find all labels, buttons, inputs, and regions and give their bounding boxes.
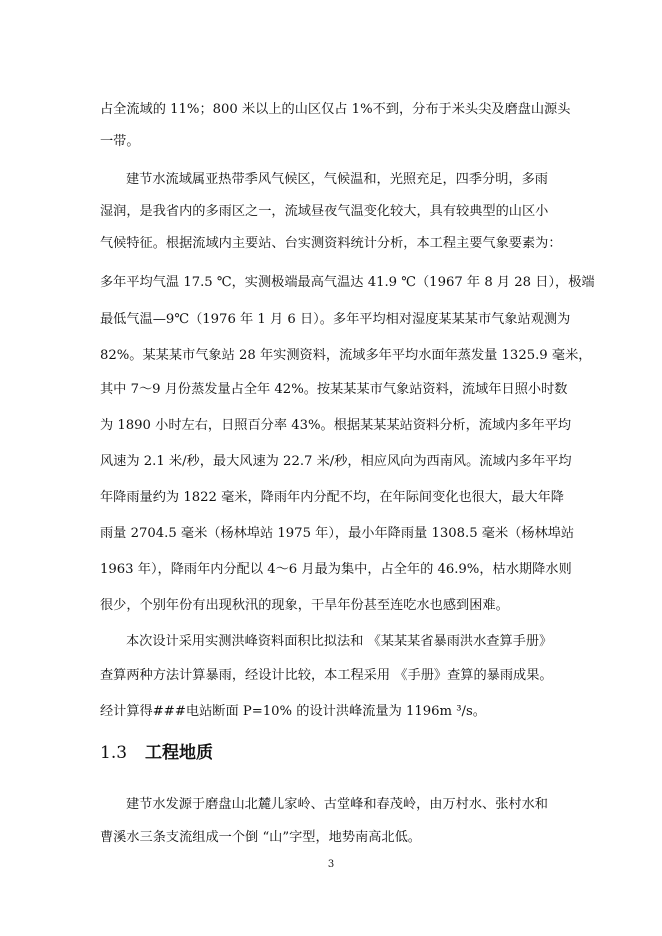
paragraph-1-line-2: 一带。	[100, 134, 140, 149]
paragraph-3-line-3: 经计算得###电站断面 P=10% 的设计洪峰流量为 1196m ³/s。	[100, 704, 486, 719]
paragraph-3-line-2: 查算两种方法计算暴雨，经设计比较，本工程采用 《手册》查算的暴雨成果。	[100, 668, 553, 683]
paragraph-1-line-1: 占全流域的 11%；800 米以上的山区仅占 1%不到，分布于米头尖及磨盘山源头	[100, 102, 571, 117]
paragraph-2-line-9: 风速为 2.1 米/秒，最大风速为 22.7 米/秒，相应风向为西南风。流域内多年平均	[100, 454, 572, 469]
paragraph-2-line-2: 湿润，是我省内的多雨区之一，流域昼夜气温变化较大，具有较典型的山区小	[100, 204, 549, 219]
page-number: 3	[327, 859, 335, 870]
paragraph-2-line-12: 1963 年），降雨年内分配以 4～6 月最为集中，占全年的 46.9%，枯水期降水则	[100, 562, 572, 577]
section-title: 工程地质	[145, 743, 214, 763]
paragraph-2-line-8: 为 1890 小时左右，日照百分率 43%。根据某某某站资料分析，流域内多年平均	[100, 418, 572, 433]
paragraph-2-line-11: 雨量 2704.5 毫米（杨林埠站 1975 年），最小年降雨量 1308.5 毫米（杨林埠站	[100, 526, 575, 541]
paragraph-2-line-5: 最低气温—9℃（1976 年 1 月 6 日）。多年平均相对湿度某某某市气象站观测为	[100, 312, 571, 327]
section-paragraph-line-2: 曹溪水三条支流组成一个倒 “山”字型，地势南高北低。	[100, 830, 421, 845]
paragraph-2-line-1: 建节水流域属亚热带季风气候区，气候温和，光照充足，四季分明，多雨	[126, 172, 548, 187]
paragraph-3-line-1: 本次设计采用实测洪峰资料面积比拟法和 《某某某省暴雨洪水查算手册》	[126, 634, 553, 649]
paragraph-2-line-10: 年降雨量约为 1822 毫米，降雨年内分配不均，在年际间变化也很大，最大年降	[100, 490, 564, 505]
section-paragraph-line-1: 建节水发源于磨盘山北麓儿家岭、古堂峰和春茂岭，由万村水、张村水和	[126, 797, 548, 812]
paragraph-2-line-4: 多年平均气温 17.5 ℃，实测极端最高气温达 41.9 ℃（1967 年 8 月 28 日），极端	[100, 275, 595, 290]
section-heading	[100, 740, 213, 766]
paragraph-2-line-7: 其中 7～9 月份蒸发量占全年 42%。按某某某市气象站资料，流域年日照小时数	[100, 382, 568, 397]
paragraph-2-line-13: 很少，个别年份有出现秋汛的现象，干旱年份甚至连吃水也感到困难。	[100, 598, 509, 613]
paragraph-2-line-6: 82%。某某某市气象站 28 年实测资料，流域多年平均水面年蒸发量 1325.9 毫米，	[100, 348, 592, 363]
paragraph-2-line-3: 气候特征。根据流域内主要站、台实测资料统计分析，本工程主要气象要素为：	[100, 236, 562, 251]
section-number: 1.3	[100, 743, 128, 763]
